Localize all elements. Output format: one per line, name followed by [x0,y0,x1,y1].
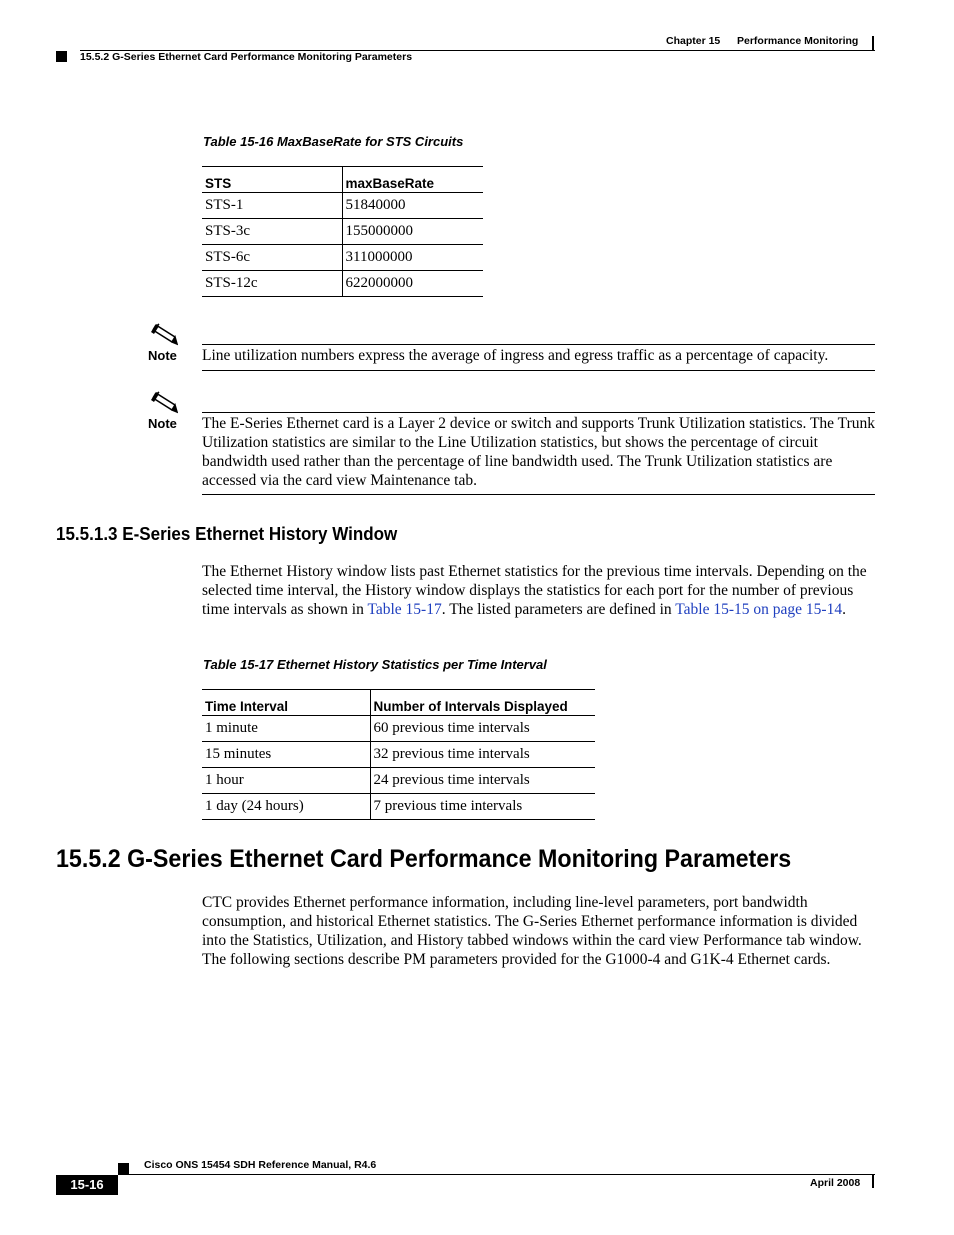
table17-header-row [202,690,595,716]
section-1552-paragraph: CTC provides Ethernet performance information, including line-level parameters, port bandwidth consumption, and historical Ethernet statistics. The G-Series Ethernet performance information is divided into the Statistics, Utilization, and History tabbed windows within the card view Performance tab window. The following sections describe PM parameters provided for the G1000-4 and G1K-4 Ethernet cards. [202,894,862,968]
table-row [202,716,595,742]
note1-label: Note [148,348,177,363]
header-chapter: Chapter 15 [666,35,721,47]
table-row [202,193,483,219]
table-cell: 51840000 [342,193,483,219]
pencil-note-icon [150,322,178,346]
note2-text: The E-Series Ethernet card is a Layer 2 device or switch and supports Trunk Utilization statistics. The Trunk Utilization statistics are similar to the Line Utilization statistics, but shows the percentage of circuit bandwidth used rather than the percentage of line bandwidth used. The Trunk Utilization statistics are accessed via the card view Maintenance tab. [202,415,875,489]
table-cell: 1 hour [202,768,370,794]
paragraph-text: The Ethernet History window lists past Ethernet statistics for the previous time intervals. Depending on the selected time interval, the History window displays the statistics for each port for the number of previous time intervals as shown in [202,563,867,618]
table-cell: STS-12c [202,271,342,297]
footer-page-number: 15-16 [56,1175,118,1195]
section-heading-15513: 15.5.1.3 E-Series Ethernet History Window [56,523,398,544]
pencil-note-icon [150,390,178,414]
link-table-15-17[interactable]: Table 15-17 [367,601,442,618]
header-bar [872,36,874,51]
note1-bottom-rule [202,370,875,371]
paragraph-text: . The listed parameters are defined in [441,601,676,618]
note2-bottom-rule [202,494,875,495]
note1-text: Line utilization numbers express the average of ingress and egress traffic as a percentage of capacity. [202,347,829,364]
note2-top-rule [202,412,875,413]
footer-square [118,1163,129,1174]
table16-header-row [202,167,483,193]
footer-date: April 2008 [810,1177,861,1189]
footer-rule [118,1174,875,1175]
paragraph-text: . [842,601,846,618]
table-cell: 1 minute [202,716,370,742]
table-cell: 15 minutes [202,742,370,768]
table17-caption: Table 15-17 Ethernet History Statistics per Time Interval [203,657,547,672]
footer-bar [872,1175,874,1188]
table-cell: 155000000 [342,219,483,245]
table-cell: 1 day (24 hours) [202,794,370,820]
table-cell: 60 previous time intervals [370,716,595,742]
table16-caption: Table 15-16 MaxBaseRate for STS Circuits [203,134,464,149]
table-cell: STS-3c [202,219,342,245]
table-cell: 32 previous time intervals [370,742,595,768]
link-table-15-15[interactable]: Table 15-15 on page 15-14 [675,601,843,618]
table-row [202,768,595,794]
table-cell: 7 previous time intervals [370,794,595,820]
table-cell: 311000000 [342,245,483,271]
table17-col-intervals-displayed: Number of Intervals Displayed [370,690,595,716]
table-cell: 622000000 [342,271,483,297]
header-chapter-title: Performance Monitoring [737,35,859,47]
table17 [202,689,595,820]
table-cell: 24 previous time intervals [370,768,595,794]
table-row [202,245,483,271]
section-heading-1552: 15.5.2 G-Series Ethernet Card Performance Monitoring Parameters [56,845,792,873]
table16 [202,166,483,297]
table16-col-sts: STS [202,167,342,193]
note1-top-rule [202,344,875,345]
table-row [202,742,595,768]
section-15513-paragraph [202,562,877,619]
table-row [202,794,595,820]
footer-manual-title: Cisco ONS 15454 SDH Reference Manual, R4.6 [144,1159,377,1171]
table-cell: STS-6c [202,245,342,271]
table16-col-maxbaserate: maxBaseRate [342,167,483,193]
table17-col-time-interval: Time Interval [202,690,370,716]
note2-label: Note [148,416,177,431]
table-cell: STS-1 [202,193,342,219]
table-row [202,271,483,297]
header-square [56,51,67,62]
table-row [202,219,483,245]
header-section: 15.5.2 G-Series Ethernet Card Performance Monitoring Parameters [80,51,413,63]
